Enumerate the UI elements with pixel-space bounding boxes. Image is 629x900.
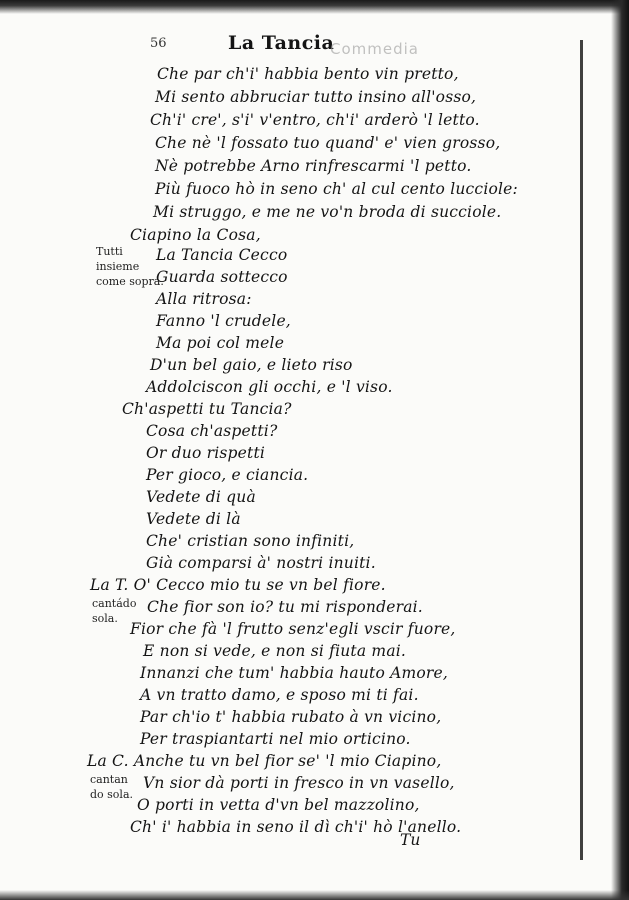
verse-line: A vn tratto damo, e sposo mi ti fai. [140,686,419,704]
page-number: 56 [150,36,167,51]
verse-line: Mi sento abbruciar tutto insino all'osso, [155,88,477,106]
scan-edge-right [611,0,629,900]
verse-line: Fanno 'l crudele, [156,312,291,330]
verse-line: Ch'i' cre', s'i' v'entro, ch'i' arderò 'l letto. [150,111,480,129]
verse-line: Addolciscon gli occhi, e 'l viso. [146,378,393,396]
verse-line: Più fuoco hò in seno ch' al cul cento lucciole: [155,180,518,198]
verse-line: Par ch'io t' habbia rubato à vn vicino, [140,708,442,726]
verse-line: Ma poi col mele [156,334,285,352]
verse-line: Che nè 'l fossato tuo quand' e' vien grosso, [155,134,501,152]
gutter-shadow [580,40,583,860]
running-title: La Tancia [228,32,335,54]
verse-line: Ciapino la Cosa, [130,226,261,244]
verse-line: Nè potrebbe Arno rinfrescarmi 'l petto. [155,157,472,175]
verse-line: Vedete di là [146,510,241,528]
verse-line: Che par ch'i' habbia bento vin pretto, [157,65,459,83]
verse-line: Ch' i' habbia in seno il dì ch'i' hò l'anello. [130,818,462,836]
catchword: Tu [400,831,421,849]
margin-note-cantado: cantádo sola. [92,597,137,625]
verse-line: Per gioco, e ciancia. [146,466,309,484]
verse-line: Che fior son io? tu mi risponderai. [147,598,423,616]
margin-note-tutti: Tutti insieme come sopra. [96,245,164,288]
verse-line: Che' cristian sono infiniti, [146,532,355,550]
verse-line: Guarda sottecco [156,268,288,286]
verse-line: Mi struggo, e me ne vo'n broda di succiole. [153,203,502,221]
verse-line: Or duo rispetti [146,444,266,462]
verse-line: La Tancia Cecco [156,246,288,264]
verse-line: Alla ritrosa: [156,290,252,308]
verse-line: Innanzi che tum' habbia hauto Amore, [140,664,449,682]
verse-line: Cosa ch'aspetti? [146,422,278,440]
scan-edge-bottom [0,890,629,900]
margin-note-cantan: cantan do sola. [90,773,134,801]
verse-line: Vn sior dà porti in fresco in vn vasello, [143,774,455,792]
verse-line: Ch'aspetti tu Tancia? [122,400,292,418]
verse-line: Già comparsi à' nostri inuiti. [146,554,376,572]
verse-line: E non si vede, e non si fiuta mai. [143,642,407,660]
bleed-through-text: Commedia [330,40,419,58]
verse-line: La T. O' Cecco mio tu se vn bel fiore. [90,576,386,594]
verse-line: O porti in vetta d'vn bel mazzolino, [137,796,420,814]
verse-line: D'un bel gaio, e lieto riso [150,356,353,374]
scan-edge-top [0,0,629,14]
verse-line: Fior che fà 'l frutto senz'egli vscir fuore, [130,620,456,638]
verse-line: Vedete di quà [146,488,256,506]
verse-line: La C. Anche tu vn bel fior se' 'l mio Ciapino, [87,752,442,770]
verse-line: Per traspiantarti nel mio orticino. [140,730,411,748]
